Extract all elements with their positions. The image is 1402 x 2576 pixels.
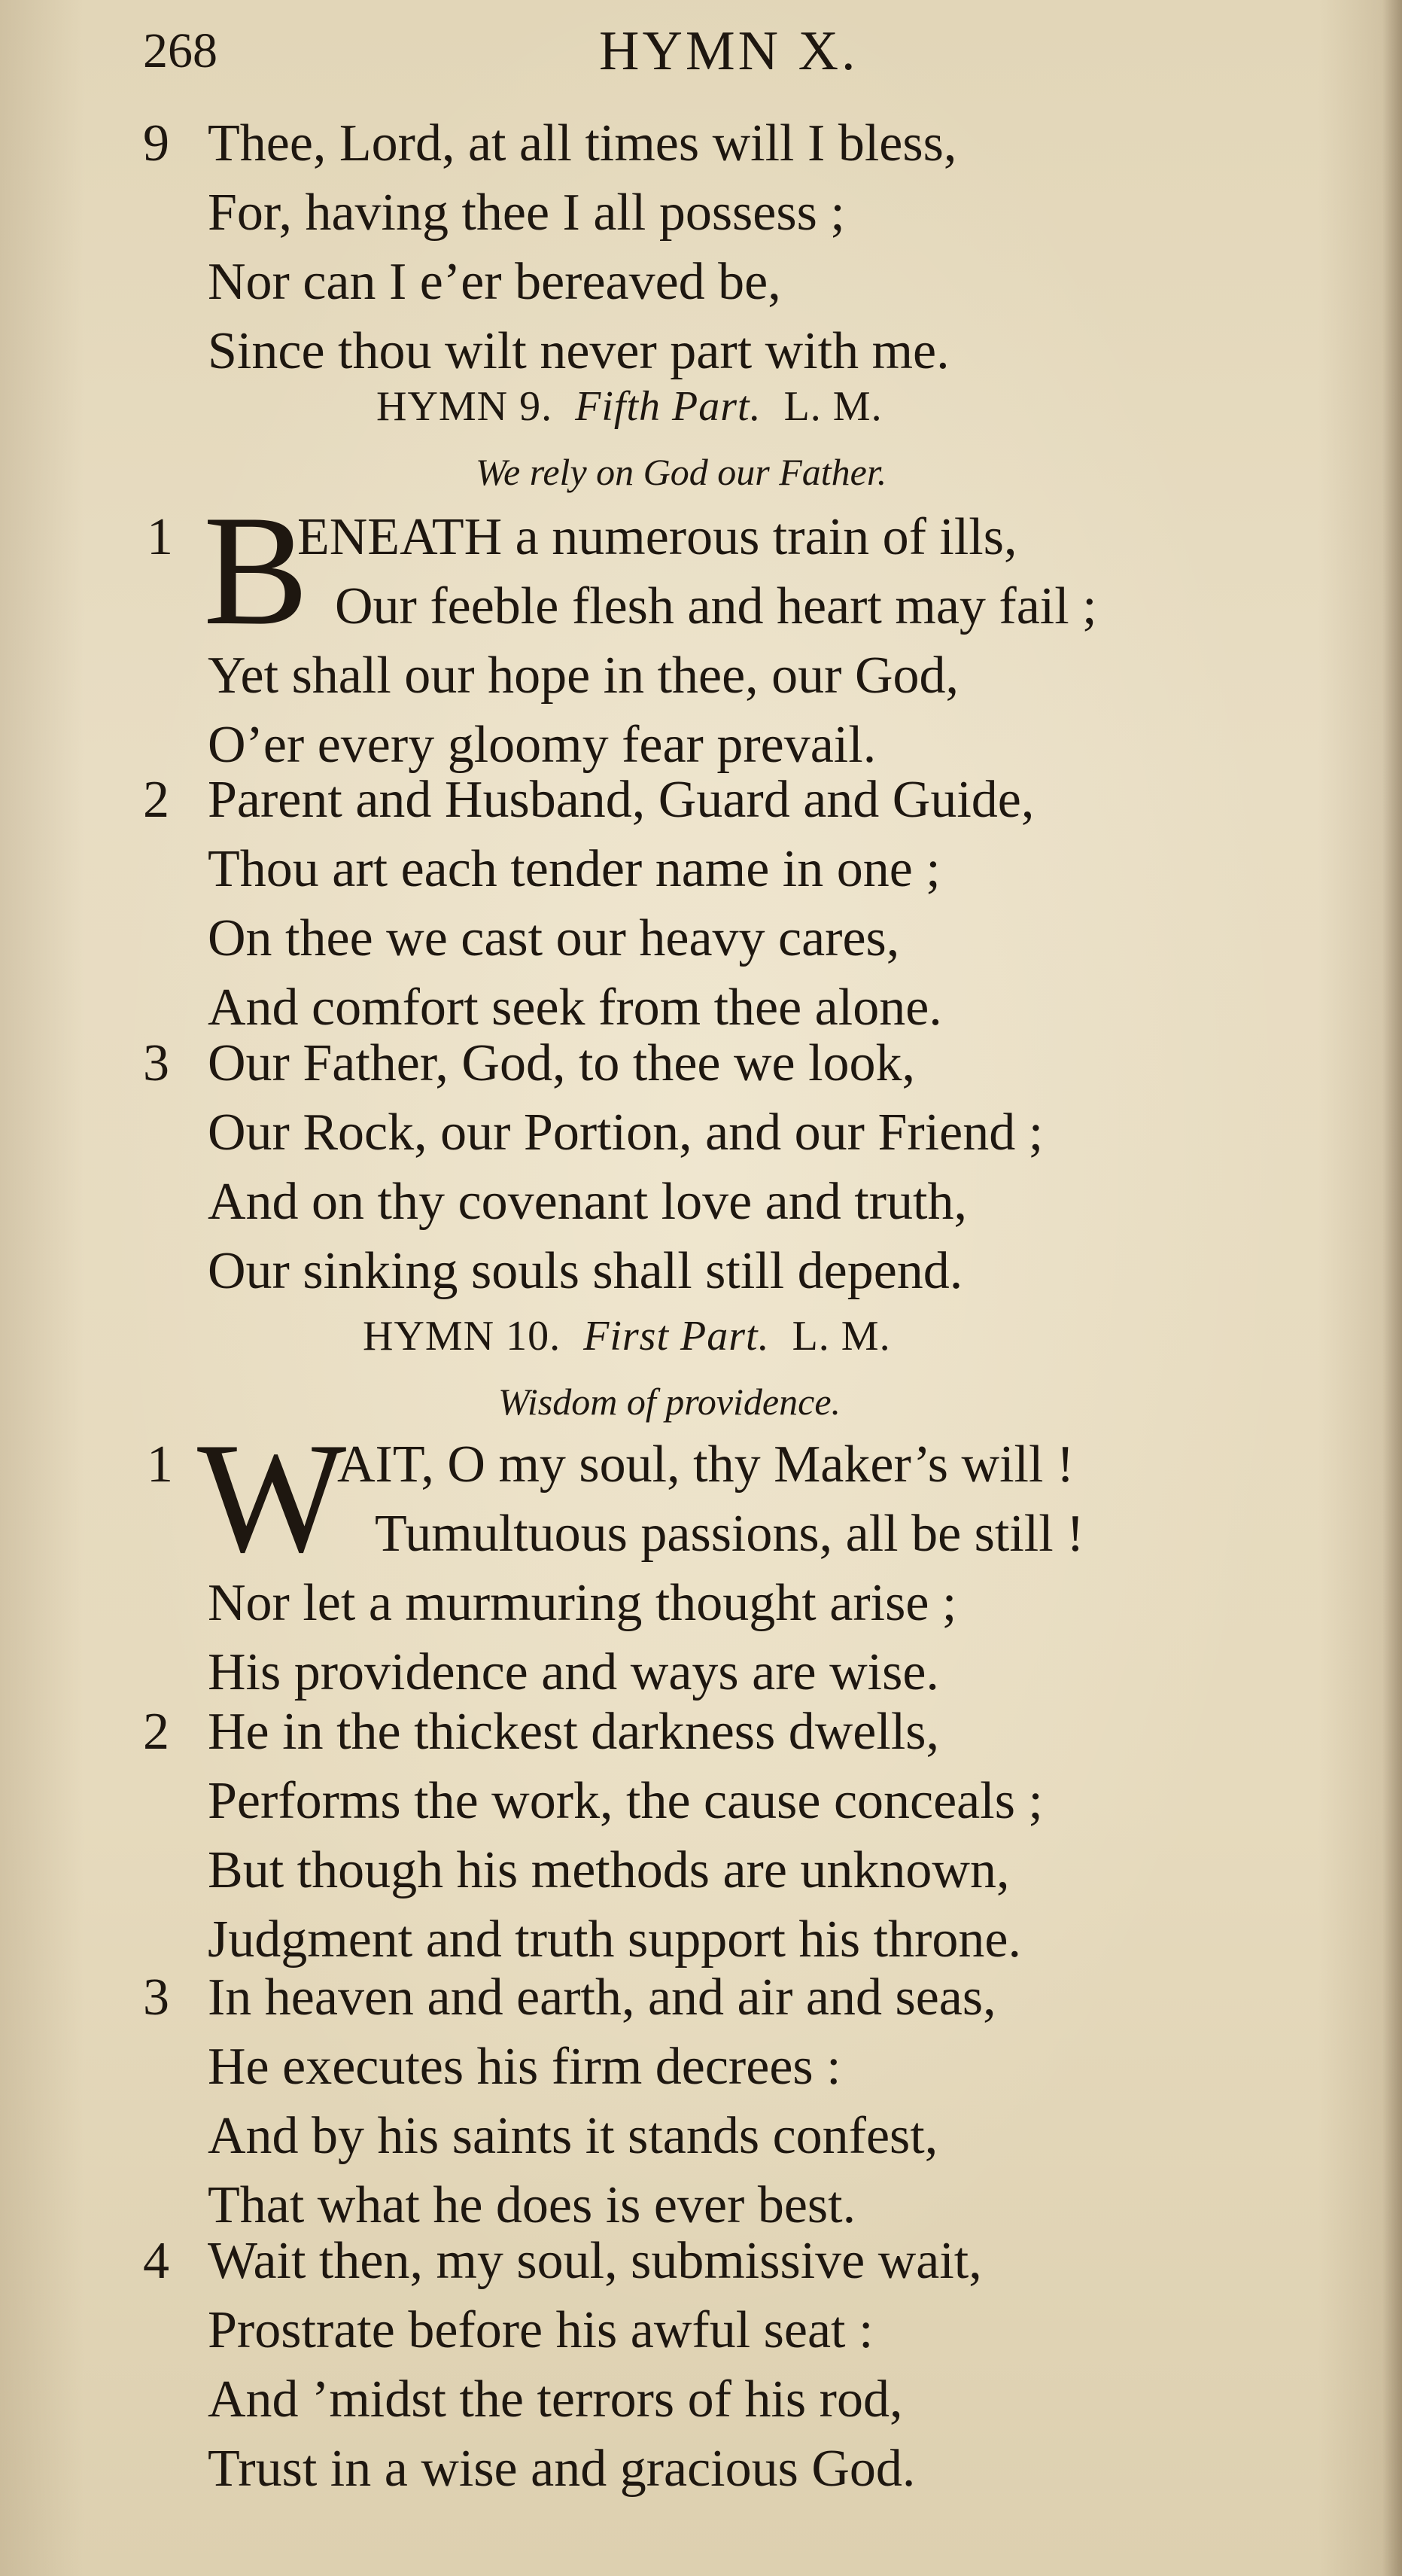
drop-cap: B [203, 483, 309, 658]
verse-number: 2 [143, 1703, 169, 1761]
verse-lines [208, 641, 959, 780]
verse-line: He executes his firm decrees : [208, 2038, 841, 2096]
page-number: 268 [143, 23, 217, 78]
verse-line: That what he does is ever best. [208, 2176, 856, 2234]
verse-line: Our sinking souls shall still depend. [208, 1242, 963, 1300]
hymn-meter: L. M. [783, 383, 883, 430]
verse-number: 2 [143, 771, 169, 829]
verse-line: For, having thee I all possess ; [208, 184, 845, 242]
hymn-heading [363, 1310, 891, 1363]
verse-line: AIT, O my soul, thy Maker’s will ! [337, 1436, 1075, 1494]
verse-lines [208, 1963, 996, 2240]
drop-cap: W [197, 1411, 347, 1585]
verse-lines [208, 2227, 982, 2504]
verse-line: And ’midst the terrors of his rod, [208, 2370, 903, 2428]
verse-line: Since thou wilt never part with me. [208, 322, 950, 380]
verse-line: Prostrate before his awful seat : [208, 2301, 874, 2359]
verse-line: Nor can I e’er bereaved be, [208, 253, 781, 311]
verse-line: He in the thickest darkness dwells, [208, 1703, 940, 1761]
running-title: HYMN X. [599, 20, 859, 82]
verse-line: And comfort seek from thee alone. [208, 979, 942, 1037]
verse-line: Our feeble flesh and heart may fail ; [335, 577, 1097, 635]
verse-number: 3 [143, 1969, 169, 2026]
verse-line: But though his methods are unknown, [208, 1841, 1010, 1899]
verse-number: 3 [143, 1034, 169, 1092]
hymn-meter: L. M. [792, 1313, 891, 1360]
verse-number: 1 [147, 508, 173, 566]
verse-line: Our Father, God, to thee we look, [208, 1034, 916, 1092]
verse-line: Wait then, my soul, submissive wait, [208, 2232, 982, 2290]
verse-number: 9 [143, 114, 169, 172]
hymn-heading [376, 380, 883, 433]
verse-lines [208, 1698, 1043, 1975]
verse-lines [208, 1569, 956, 1707]
hymn-subtitle: We rely on God our Father. [476, 451, 887, 493]
verse-line: ENEATH a numerous train of ills, [297, 508, 1017, 566]
verse-line: On thee we cast our heavy cares, [208, 909, 900, 967]
hymn-part: Fifth Part. [575, 383, 762, 430]
verse-lines [208, 109, 956, 386]
verse-number: 4 [143, 2232, 169, 2290]
verse-line: In heaven and earth, and air and seas, [208, 1969, 996, 2026]
hymn-number: HYMN 9. [376, 383, 553, 430]
verse-lines [208, 766, 1034, 1043]
verse-line: Trust in a wise and gracious God. [208, 2440, 916, 2498]
verse-line: Performs the work, the cause conceals ; [208, 1772, 1043, 1830]
verse-line: O’er every gloomy fear prevail. [208, 716, 877, 774]
verse-line: Thou art each tender name in one ; [208, 840, 941, 898]
hymn-subtitle: Wisdom of providence. [498, 1381, 841, 1423]
verse-number: 1 [147, 1436, 173, 1494]
verse-line: Yet shall our hope in thee, our God, [208, 647, 960, 705]
hymn-number: HYMN 10. [363, 1313, 561, 1360]
verse-line: Tumultuous passions, all be still ! [375, 1505, 1084, 1563]
verse-first-lines [297, 503, 1097, 641]
verse-first-lines [337, 1430, 1084, 1569]
hymn-part: First Part. [583, 1313, 770, 1360]
verse-line: And by his saints it stands confest, [208, 2107, 938, 2165]
verse-line: And on thy covenant love and truth, [208, 1173, 967, 1231]
verse-lines [208, 1029, 1043, 1306]
page-edge-shadow [1382, 0, 1402, 2576]
verse-line: Parent and Husband, Guard and Guide, [208, 771, 1035, 829]
verse-line: Thee, Lord, at all times will I bless, [208, 114, 957, 172]
verse-line: Nor let a murmuring thought arise ; [208, 1574, 957, 1632]
verse-line: His providence and ways are wise. [208, 1643, 939, 1701]
verse-line: Judgment and truth support his throne. [208, 1911, 1022, 1969]
verse-line: Our Rock, our Portion, and our Friend ; [208, 1104, 1044, 1162]
